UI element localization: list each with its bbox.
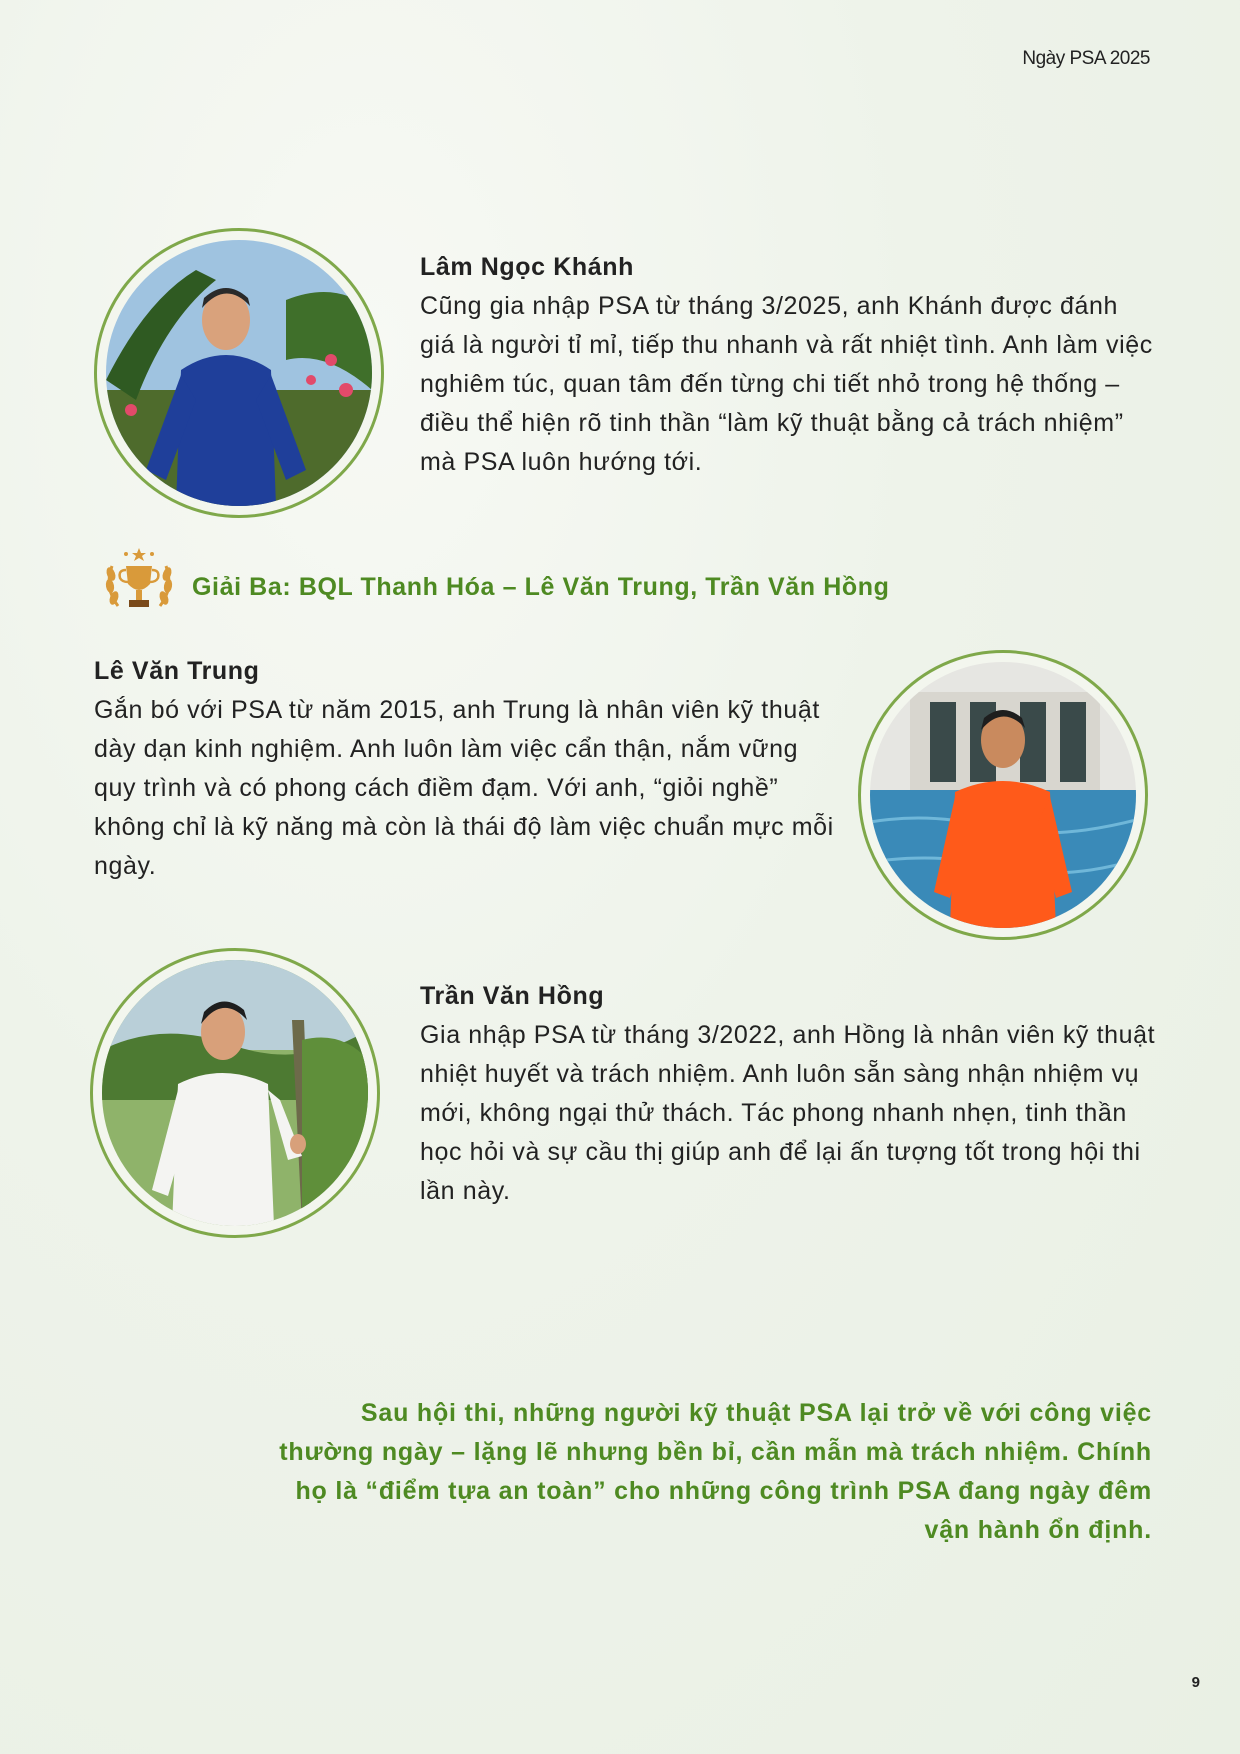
portrait-photo [870, 662, 1136, 928]
person-bio: Cũng gia nhập PSA từ tháng 3/2025, anh Khánh được đánh giá là người tỉ mỉ, tiếp thu nhanh và rất nhiệt tình. Anh làm việc nghiêm túc, quan tâm đến từng chi tiết nhỏ trong hệ thống – điều thể hiện rõ tinh thần “làm kỹ thuật bằng cả trách nhiệm” mà PSA luôn hướng tới. [420, 292, 1153, 476]
award-title: Giải Ba: BQL Thanh Hóa – Lê Văn Trung, Trần Văn Hồng [192, 572, 890, 601]
portrait-photo [106, 240, 372, 506]
profile-hong [420, 977, 1160, 1211]
person-name: Lâm Ngọc Khánh [420, 253, 634, 281]
page-number: 9 [1191, 1674, 1200, 1691]
trophy-laurel-icon [98, 544, 180, 630]
person-name: Lê Văn Trung [94, 657, 260, 685]
profile-khanh [420, 248, 1160, 482]
portrait-photo [102, 960, 368, 1226]
profile-trung [94, 652, 844, 886]
portrait-frame [90, 948, 380, 1238]
portrait-frame [858, 650, 1148, 940]
person-bio: Gắn bó với PSA từ năm 2015, anh Trung là nhân viên kỹ thuật dày dạn kinh nghiệm. Anh luôn làm việc cẩn thận, nắm vững quy trình và có phong cách điềm đạm. Với anh, “giỏi nghề” không chỉ là kỹ năng mà còn là thái độ làm việc chuẩn mực mỗi ngày. [94, 696, 834, 880]
person-name: Trần Văn Hồng [420, 982, 605, 1010]
person-bio: Gia nhập PSA từ tháng 3/2022, anh Hồng là nhân viên kỹ thuật nhiệt huyết và trách nhiệm. Anh luôn sẵn sàng nhận nhiệm vụ mới, không ngại thử thách. Tác phong nhanh nhẹn, tinh thần học hỏi và sự cầu thị giúp anh để lại ấn tượng tốt trong hội thi lần này. [420, 1021, 1156, 1205]
closing-statement: Sau hội thi, những người kỹ thuật PSA lại trở về với công việc thường ngày – lặng lẽ nhưng bền bỉ, cần mẫn mà trách nhiệm. Chính họ là “điểm tựa an toàn” cho những công trình PSA đang ngày đêm vận hành ổn định. [279, 1399, 1152, 1544]
portrait-frame [94, 228, 384, 518]
award-heading [98, 544, 889, 630]
header-tag: Ngày PSA 2025 [1022, 48, 1150, 69]
